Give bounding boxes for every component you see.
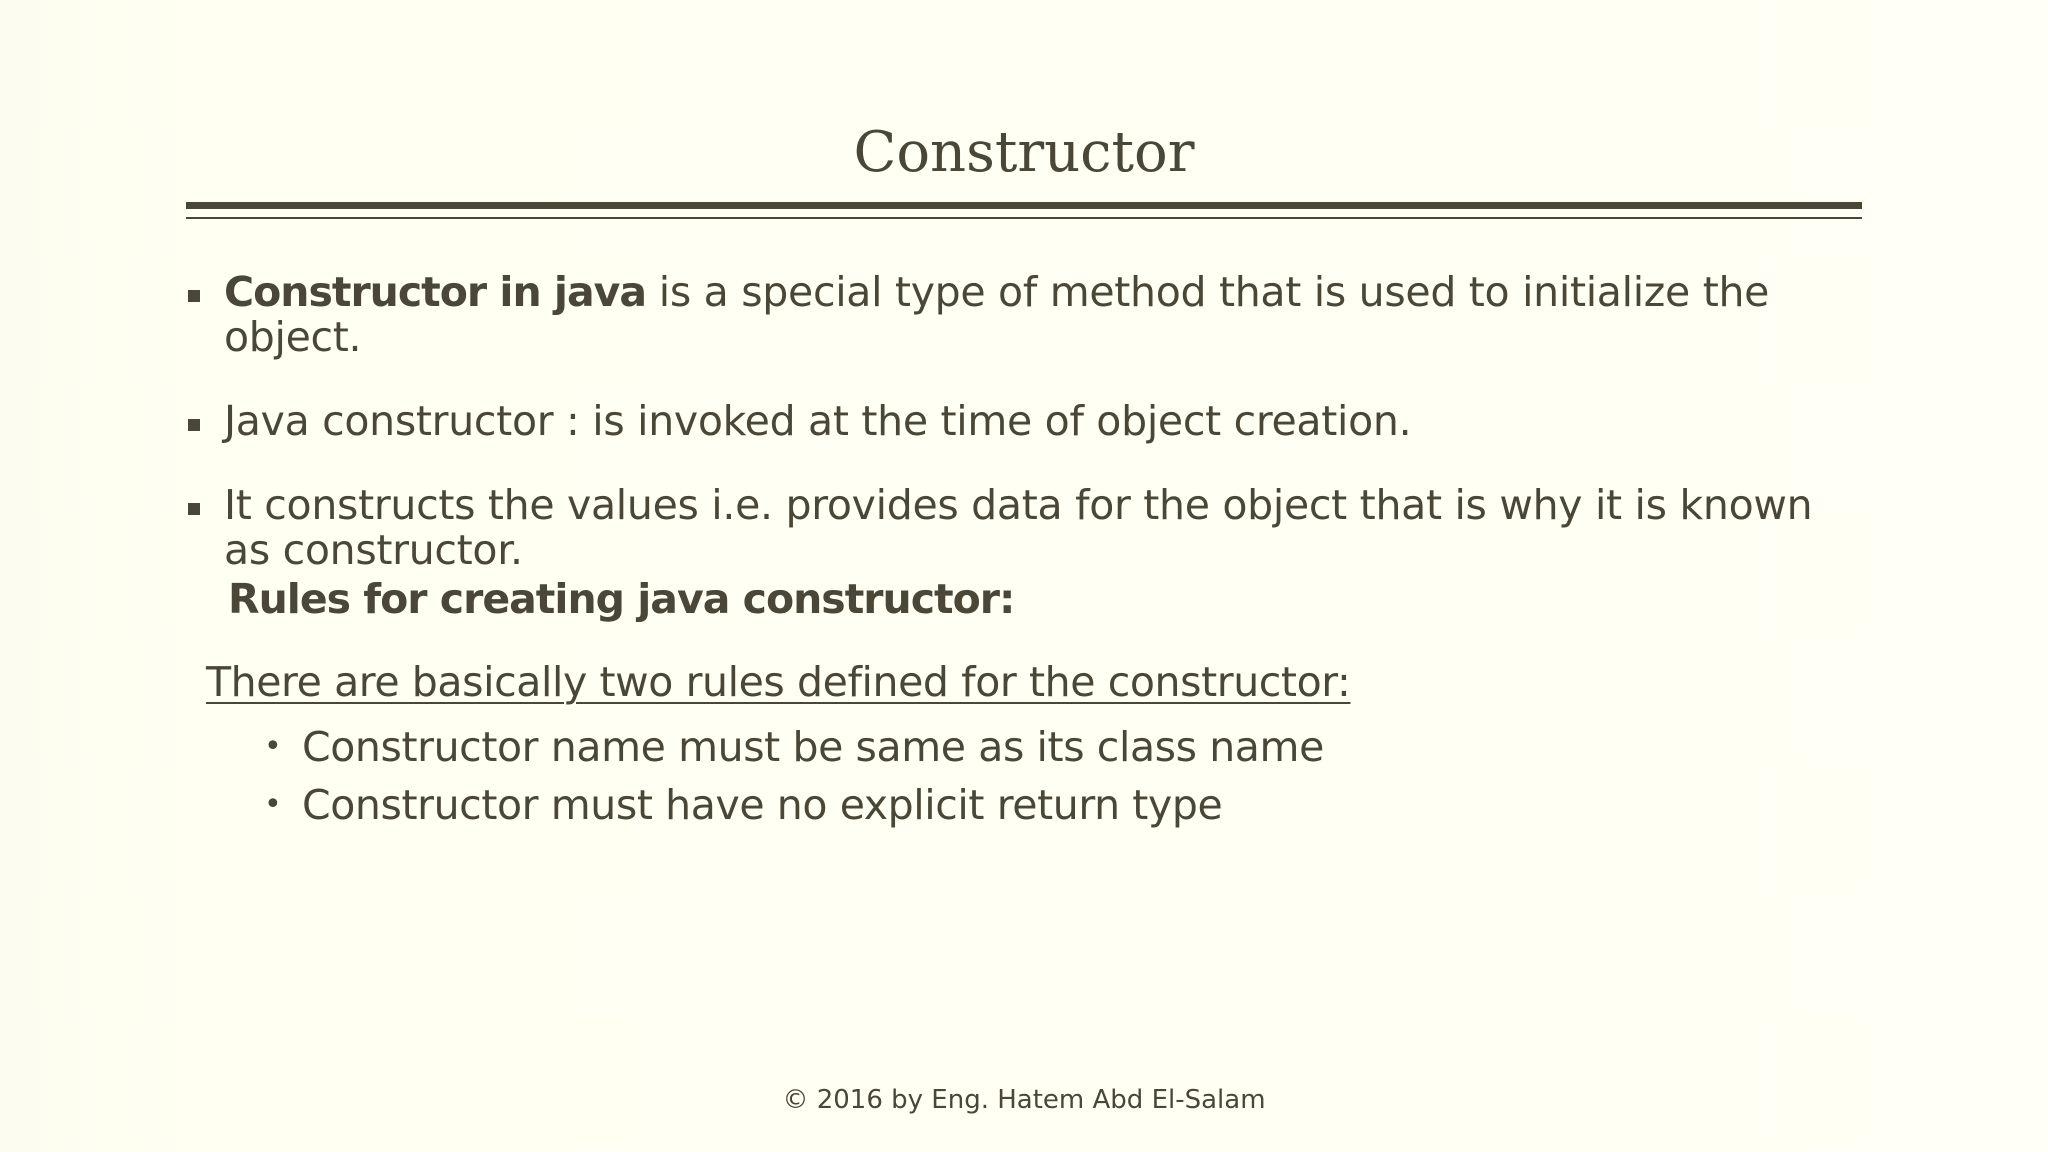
bullet-item <box>186 270 1866 360</box>
rule-item <box>262 718 1324 776</box>
rules-heading: Rules for creating java constructor: <box>228 575 1015 623</box>
bullet-bold-text: Constructor in java <box>224 268 647 316</box>
rule-item <box>262 776 1324 834</box>
bullet-item <box>186 483 1866 573</box>
rule-text: Constructor name must be same as its class name <box>302 723 1324 771</box>
square-bullet-icon <box>188 419 200 431</box>
square-bullet-icon <box>188 503 200 515</box>
bullet-text: It constructs the values i.e. provides data for the object that is why it is known as constructor. <box>224 481 1813 574</box>
dot-bullet-icon: • <box>264 787 282 822</box>
bullet-item <box>186 399 1866 444</box>
rules-intro: There are basically two rules defined for the constructor: <box>206 658 1351 706</box>
bullet-text: Java constructor : is invoked at the time of object creation. <box>224 397 1412 445</box>
square-bullet-icon <box>188 290 200 302</box>
title-divider-thick <box>186 202 1862 209</box>
bullet-text: is a special type of method that is used to initialize the object. <box>224 268 1770 361</box>
rules-list <box>262 718 1324 834</box>
dot-bullet-icon: • <box>264 729 282 764</box>
slide-title: Constructor <box>853 120 1195 185</box>
title-divider-thin <box>186 217 1862 219</box>
bullet-list <box>186 270 1866 612</box>
rule-text: Constructor must have no explicit return type <box>302 781 1223 829</box>
footer-copyright: © 2016 by Eng. Hatem Abd El-Salam <box>782 1085 1266 1115</box>
